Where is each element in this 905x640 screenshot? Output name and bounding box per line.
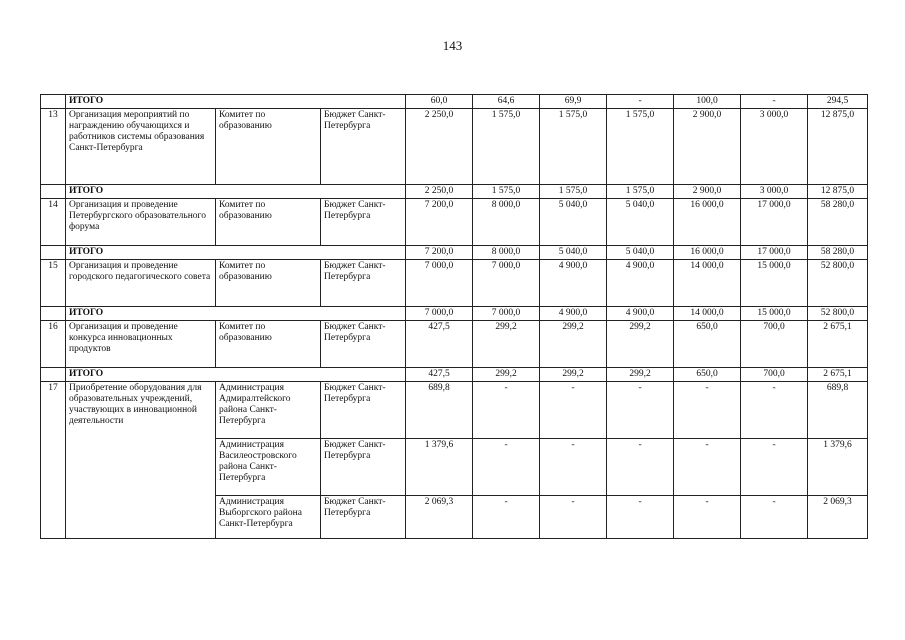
value-cell: 1 379,6 (808, 439, 868, 496)
index-cell: 14 (41, 199, 66, 246)
executor-cell: Администрация Выборгского района Санкт-Петербурга (216, 496, 321, 539)
table-row (41, 199, 868, 246)
value-cell: 5 040,0 (540, 246, 607, 260)
value-cell: 2 900,0 (674, 109, 741, 185)
value-cell: 64,6 (473, 95, 540, 109)
source-cell: Бюджет Санкт-Петербурга (321, 382, 406, 439)
value-cell: 299,2 (473, 368, 540, 382)
value-cell: 100,0 (674, 95, 741, 109)
total-row (41, 185, 868, 199)
value-cell: 7 000,0 (406, 260, 473, 307)
total-label: ИТОГО (66, 246, 406, 260)
page-number: 143 (442, 38, 463, 53)
value-cell: 4 900,0 (540, 260, 607, 307)
table-row (41, 260, 868, 307)
value-cell: 689,8 (808, 382, 868, 439)
activity-name: Приобретение оборудования для образовательных учреждений, участвующих в инновационной деятельности (66, 382, 216, 539)
index-cell: 17 (41, 382, 66, 539)
value-cell: 7 200,0 (406, 246, 473, 260)
source-cell: Бюджет Санкт-Петербурга (321, 109, 406, 185)
value-cell: 17 000,0 (741, 246, 808, 260)
value-cell: - (674, 439, 741, 496)
value-cell: 15 000,0 (741, 260, 808, 307)
total-label: ИТОГО (66, 185, 406, 199)
value-cell: 1 575,0 (607, 185, 674, 199)
value-cell: 2 675,1 (808, 321, 868, 368)
index-cell (41, 246, 66, 260)
total-row (41, 246, 868, 260)
value-cell: 700,0 (741, 321, 808, 368)
source-cell: Бюджет Санкт-Петербурга (321, 439, 406, 496)
value-cell: 689,8 (406, 382, 473, 439)
value-cell: 5 040,0 (540, 199, 607, 246)
activity-name: Организация мероприятий по награждению обучающихся и работников системы образования Санкт-Петербурга (66, 109, 216, 185)
value-cell: 16 000,0 (674, 246, 741, 260)
value-cell: - (741, 439, 808, 496)
value-cell: 15 000,0 (741, 307, 808, 321)
value-cell: 7 000,0 (406, 307, 473, 321)
value-cell: - (540, 439, 607, 496)
executor-cell: Администрация Василеостровского района Санкт-Петербурга (216, 439, 321, 496)
value-cell: 3 000,0 (741, 185, 808, 199)
value-cell: 7 000,0 (473, 307, 540, 321)
value-cell: 12 875,0 (808, 109, 868, 185)
value-cell: 4 900,0 (540, 307, 607, 321)
value-cell: 299,2 (607, 368, 674, 382)
value-cell: - (540, 496, 607, 539)
index-cell: 15 (41, 260, 66, 307)
executor-cell: Комитет по образованию (216, 260, 321, 307)
value-cell: 7 200,0 (406, 199, 473, 246)
value-cell: 2 069,3 (406, 496, 473, 539)
executor-cell: Комитет по образованию (216, 199, 321, 246)
total-label: ИТОГО (66, 307, 406, 321)
value-cell: 299,2 (540, 368, 607, 382)
value-cell: 3 000,0 (741, 109, 808, 185)
total-row (41, 95, 868, 109)
executor-cell: Комитет по образованию (216, 109, 321, 185)
table-row (41, 109, 868, 185)
index-cell: 16 (41, 321, 66, 368)
activity-name: Организация и проведение Петербургского образовательного форума (66, 199, 216, 246)
value-cell: - (607, 439, 674, 496)
value-cell: - (473, 382, 540, 439)
value-cell: 1 575,0 (473, 109, 540, 185)
value-cell: 2 900,0 (674, 185, 741, 199)
index-cell (41, 185, 66, 199)
activity-name: Организация и проведение городского педагогического совета (66, 260, 216, 307)
value-cell: 299,2 (540, 321, 607, 368)
value-cell: 14 000,0 (674, 307, 741, 321)
value-cell: 1 575,0 (607, 109, 674, 185)
index-cell (41, 95, 66, 109)
source-cell: Бюджет Санкт-Петербурга (321, 496, 406, 539)
value-cell: 5 040,0 (607, 246, 674, 260)
total-row (41, 307, 868, 321)
value-cell: - (607, 95, 674, 109)
value-cell: - (741, 496, 808, 539)
value-cell: 12 875,0 (808, 185, 868, 199)
value-cell: 69,9 (540, 95, 607, 109)
value-cell: 427,5 (406, 368, 473, 382)
value-cell: 4 900,0 (607, 307, 674, 321)
table-row (41, 382, 868, 439)
source-cell: Бюджет Санкт-Петербурга (321, 260, 406, 307)
value-cell: 1 575,0 (540, 109, 607, 185)
value-cell: 5 040,0 (607, 199, 674, 246)
value-cell: 1 379,6 (406, 439, 473, 496)
value-cell: 650,0 (674, 321, 741, 368)
executor-cell: Администрация Адмиралтейского района Санкт-Петербурга (216, 382, 321, 439)
value-cell: 427,5 (406, 321, 473, 368)
executor-cell: Комитет по образованию (216, 321, 321, 368)
value-cell: 2 250,0 (406, 109, 473, 185)
value-cell: - (473, 439, 540, 496)
value-cell: - (540, 382, 607, 439)
value-cell: 8 000,0 (473, 246, 540, 260)
value-cell: 650,0 (674, 368, 741, 382)
value-cell: 52 800,0 (808, 307, 868, 321)
value-cell: 60,0 (406, 95, 473, 109)
value-cell: 14 000,0 (674, 260, 741, 307)
value-cell: - (674, 382, 741, 439)
total-label: ИТОГО (66, 368, 406, 382)
source-cell: Бюджет Санкт-Петербурга (321, 199, 406, 246)
budget-table (40, 94, 868, 539)
value-cell: 8 000,0 (473, 199, 540, 246)
value-cell: 17 000,0 (741, 199, 808, 246)
value-cell: 1 575,0 (473, 185, 540, 199)
value-cell: 58 280,0 (808, 199, 868, 246)
value-cell: 52 800,0 (808, 260, 868, 307)
value-cell: 299,2 (473, 321, 540, 368)
value-cell: 2 675,1 (808, 368, 868, 382)
total-label: ИТОГО (66, 95, 406, 109)
value-cell: 58 280,0 (808, 246, 868, 260)
source-cell: Бюджет Санкт-Петербурга (321, 321, 406, 368)
total-row (41, 368, 868, 382)
value-cell: 299,2 (607, 321, 674, 368)
value-cell: 2 250,0 (406, 185, 473, 199)
value-cell: - (473, 496, 540, 539)
value-cell: 2 069,3 (808, 496, 868, 539)
value-cell: - (674, 496, 741, 539)
value-cell: 700,0 (741, 368, 808, 382)
table-row (41, 321, 868, 368)
activity-name: Организация и проведение конкурса инновационных продуктов (66, 321, 216, 368)
index-cell (41, 368, 66, 382)
index-cell: 13 (41, 109, 66, 185)
value-cell: - (741, 382, 808, 439)
value-cell: - (607, 382, 674, 439)
value-cell: 4 900,0 (607, 260, 674, 307)
value-cell: - (607, 496, 674, 539)
value-cell: 7 000,0 (473, 260, 540, 307)
value-cell: - (741, 95, 808, 109)
value-cell: 1 575,0 (540, 185, 607, 199)
value-cell: 16 000,0 (674, 199, 741, 246)
index-cell (41, 307, 66, 321)
value-cell: 294,5 (808, 95, 868, 109)
